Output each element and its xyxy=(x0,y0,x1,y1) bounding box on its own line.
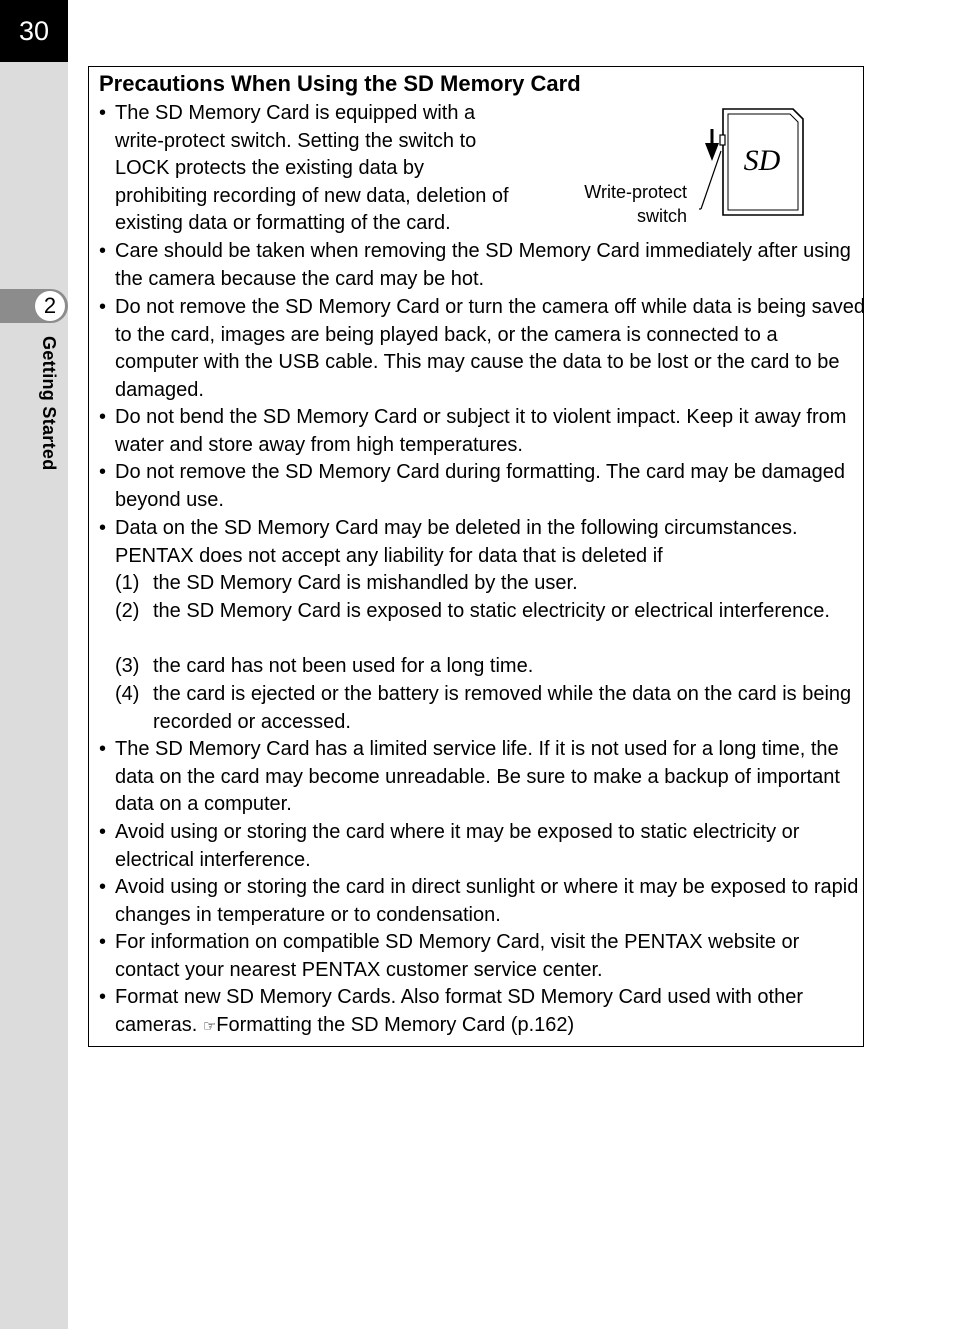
list-item: • The SD Memory Card has a limited service life. If it is not used for a long time, the data on the card may become unreadable. Be sure to make a backup of important data on a computer. xyxy=(99,738,840,816)
numbered-item: (3) the card has not been used for a long time. xyxy=(115,655,534,677)
reference-link[interactable]: Formatting the SD Memory Card (p.162) xyxy=(216,1013,575,1036)
list-item: • Format new SD Memory Cards. Also format SD Memory Card used with other cameras. ☞Formatting the SD Memory Card (p.162) xyxy=(99,986,803,1036)
write-protect-label: Write-protect switch xyxy=(584,182,687,226)
numbered-item: (2) the SD Memory Card is exposed to static electricity or electrical interference. xyxy=(115,600,830,622)
page-number: 30 xyxy=(0,0,68,62)
chapter-title: Getting Started xyxy=(39,336,59,471)
list-item: • Do not remove the SD Memory Card or turn the camera off while data is being saved to the card, images are being played back, or the camera is connected to a computer with the USB cable. This may cause the data to be lost or the card to be damaged. xyxy=(99,296,865,401)
list-item: • Data on the SD Memory Card may be deleted in the following circumstances. PENTAX does not accept any liability for data that is deleted if xyxy=(99,517,798,567)
list-item: • The SD Memory Card is equipped with a write-protect switch. Setting the switch to LOCK protects the existing data by prohibiting recording of new data, deletion of existing data or formatting of the card. xyxy=(99,102,509,235)
list-item: • Care should be taken when removing the SD Memory Card immediately after using the camera because the card may be hot. xyxy=(99,240,851,290)
reference-pointer-icon: ☞ xyxy=(202,1017,217,1035)
precautions-box xyxy=(88,66,864,1047)
list-item: • For information on compatible SD Memory Card, visit the PENTAX website or contact your nearest PENTAX customer service center. xyxy=(99,931,800,981)
list-item: • Do not bend the SD Memory Card or subject it to violent impact. Keep it away from water and store away from high temperatures. xyxy=(99,406,847,456)
list-item: • Avoid using or storing the card in direct sunlight or where it may be exposed to rapid changes in temperature or to condensation. xyxy=(99,876,859,926)
box-title: Precautions When Using the SD Memory Card xyxy=(99,71,581,96)
list-item: • Do not remove the SD Memory Card during formatting. The card may be damaged beyond use. xyxy=(99,461,845,511)
sd-card-figure xyxy=(699,105,809,225)
side-strip xyxy=(0,0,68,1329)
numbered-item: (4) the card is ejected or the battery is removed while the data on the card is being recorded or accessed. xyxy=(115,683,852,733)
sd-logo: SD xyxy=(743,144,781,177)
list-item: • Avoid using or storing the card where it may be exposed to static electricity or electrical interference. xyxy=(99,821,800,871)
chapter-number: 2 xyxy=(35,291,65,321)
numbered-item: (1) the SD Memory Card is mishandled by the user. xyxy=(115,572,578,594)
